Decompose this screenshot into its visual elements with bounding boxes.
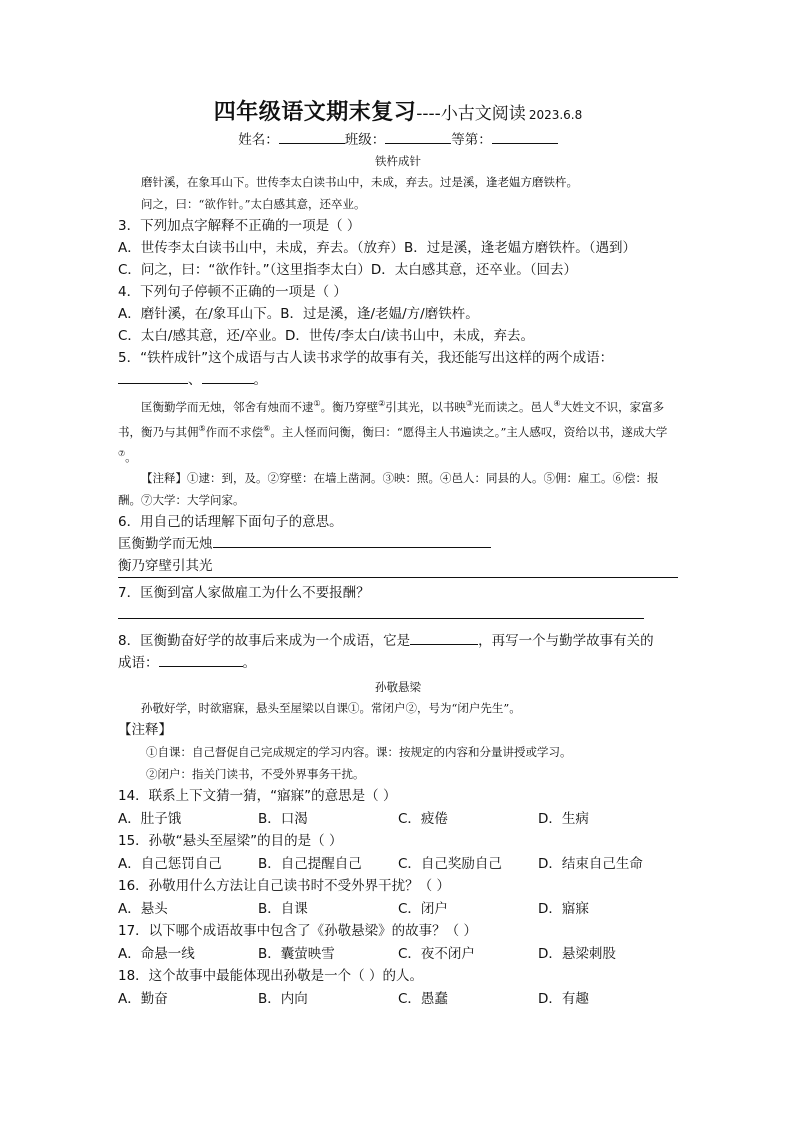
class-label: 班级： xyxy=(344,132,386,148)
q6-s1-answer[interactable] xyxy=(213,533,491,548)
q18-option-d[interactable]: D．有趣 xyxy=(538,990,589,1007)
q18-options xyxy=(118,988,678,1011)
q8-stem-b: ，再写一个与勤学故事有关的 xyxy=(478,633,654,650)
p2-seg7: 。主人怪而问衡，衡曰：“愿得主人书遍读之。”主人感叹，资给以书，遂成大学 xyxy=(270,424,668,439)
q14-option-b[interactable]: B．口渴 xyxy=(258,810,308,827)
worksheet xyxy=(118,96,678,1010)
q14-stem: 14．联系上下文猜一猜，“寤寐”的意思是（ ） xyxy=(118,788,397,805)
q3-options-cd: C．问之，曰：“欲作针。”（这里指李太白）D．太白感其意，还卒业。（回去） xyxy=(118,262,578,278)
q7-answer[interactable] xyxy=(118,604,644,619)
passage3-note-1: ①自课：自己督促自己完成规定的学习内容。课：按规定的内容和分量讲授或学习。 xyxy=(146,745,572,760)
p2-note-ref-3: ③ xyxy=(465,399,474,408)
title-date: 2023.6.8 xyxy=(528,108,583,122)
q5-stem: 5．“铁杵成针”这个成语与古人读书求学的故事有关，我还能写出这样的两个成语： xyxy=(118,350,614,366)
name-label: 姓名： xyxy=(238,132,279,148)
q4-options-cd: C．太白/感其意，还/卒业。D．世传/李太白/读书山中，未成，弃去。 xyxy=(118,328,535,344)
q17-option-d[interactable]: D．悬梁刺股 xyxy=(538,945,616,962)
student-info-row xyxy=(118,130,678,148)
q16-stem: 16．孙敬用什么方法让自己读书时不受外界干扰？（ ） xyxy=(118,878,450,895)
title-sub: 小古文阅读 xyxy=(440,104,526,124)
q17-option-a[interactable]: A．命悬一线 xyxy=(118,945,195,962)
passage2-text xyxy=(118,393,678,467)
passage1-text-2 xyxy=(118,193,678,215)
grade-blank[interactable] xyxy=(492,130,558,144)
q17-option-b[interactable]: B．囊萤映雪 xyxy=(258,945,335,962)
p2-note-ref-6: ⑥ xyxy=(263,423,271,433)
q8-blank-2[interactable] xyxy=(159,652,243,667)
q5-blank-2[interactable] xyxy=(202,369,254,384)
p2-seg8: 。 xyxy=(125,449,137,464)
q4-stem: 4．下列句子停顿不正确的一项是（ ） xyxy=(118,284,347,300)
q8-stem-c: 成语： xyxy=(118,655,159,672)
q15-option-c[interactable]: C．自己奖励自己 xyxy=(398,855,502,872)
q3-options-ab: A．世传李太白读书山中，未成，弃去。（放弃）B．过是溪，逢老媪方磨铁杵。（遇到） xyxy=(118,240,636,256)
q5-separator: 、 xyxy=(188,372,202,388)
p2-note-ref-2: ② xyxy=(378,399,386,408)
q6-s1-text: 匡衡勤学而无烛 xyxy=(118,536,213,553)
passage2-notes: 【注释】①逮：到，及。②穿壁：在墙上凿洞。③映：照。④邑人：同县的人。⑤佣：雇工。⑥偿：报酬。⑦大学：大学问家。 xyxy=(118,471,659,508)
q8-stem-a: 8．匡衡勤奋好学的故事后来成为一个成语，它是 xyxy=(118,633,411,650)
passage1-title: 铁杵成针 xyxy=(375,154,421,168)
passage3-title: 孙敬悬梁 xyxy=(375,680,421,695)
q15-options xyxy=(118,853,678,876)
p2-note-ref-7: ⑦ xyxy=(118,448,126,458)
title-main: 四年级语文期末复习 xyxy=(213,100,417,125)
q14-options xyxy=(118,808,678,831)
p2-note-ref-4: ④ xyxy=(553,399,561,408)
q7-answer-line xyxy=(118,604,678,626)
q15-option-d[interactable]: D．结束自己生命 xyxy=(538,855,643,872)
q17-options xyxy=(118,943,678,966)
q16-option-c[interactable]: C．闭户 xyxy=(398,900,448,917)
q14-option-d[interactable]: D．生病 xyxy=(538,810,589,827)
q16-option-b[interactable]: B．自课 xyxy=(258,900,308,917)
p2-seg3: 引其光，以书映 xyxy=(385,399,466,414)
p2-seg4: 光而读之。邑人 xyxy=(473,399,554,414)
p2-seg2: 。衡乃穿壁 xyxy=(320,399,379,414)
q18-option-a[interactable]: A．勤奋 xyxy=(118,990,168,1007)
passage1-line2: 问之，曰：“欲作针。”太白感其意，还卒业。 xyxy=(141,197,366,211)
q8-line-2 xyxy=(118,652,678,674)
q14-option-c[interactable]: C．疲倦 xyxy=(398,810,448,827)
q17-option-c[interactable]: C．夜不闭户 xyxy=(398,945,475,962)
passage3-text: 孙敬好学，时欲寤寐，悬头至屋梁以自课①。常闭户②，号为“闭户先生”。 xyxy=(141,701,521,716)
q7-stem: 7．匡衡到富人家做雇工为什么不要报酬？ xyxy=(118,585,370,602)
q14-option-a[interactable]: A．肚子饿 xyxy=(118,810,182,827)
q17-stem: 17．以下哪个成语故事中包含了《孙敬悬梁》的故事？（ ） xyxy=(118,923,477,940)
q5-answer-line xyxy=(118,369,678,391)
q3-stem: 3．下列加点字解释不正确的一项是（ ） xyxy=(118,218,361,234)
q16-option-a[interactable]: A．悬头 xyxy=(118,900,168,917)
q15-option-a[interactable]: A．自己惩罚自己 xyxy=(118,855,222,872)
grade-label: 等第： xyxy=(451,132,492,148)
q5-end: 。 xyxy=(253,372,267,388)
q16-option-d[interactable]: D．寤寐 xyxy=(538,900,589,917)
q15-stem: 15．孙敬“悬头至屋梁”的目的是（ ） xyxy=(118,833,343,850)
q16-options xyxy=(118,898,678,921)
q8-blank-1[interactable] xyxy=(410,630,478,645)
q6-sentence-2 xyxy=(118,555,678,578)
q6-sentence-1 xyxy=(118,533,678,555)
q4-options-ab: A．磨针溪，在/象耳山下。B．过是溪，逢/老媪/方/磨铁杵。 xyxy=(118,306,479,322)
q15-option-b[interactable]: B．自己提醒自己 xyxy=(258,855,362,872)
passage1-line1: 磨针溪，在象耳山下。世传李太白读书山中，未成，弃去。过是溪，逢老媪方磨铁杵。 xyxy=(141,175,578,189)
p2-seg5: 大姓文不识，家富多书，衡乃与其佣 xyxy=(118,399,665,439)
p2-seg6: 作而不求偿 xyxy=(205,424,264,439)
passage3-note-2: ②闭户：指关门读书，不受外界事务干扰。 xyxy=(146,767,365,782)
page-title xyxy=(118,96,678,130)
q6-s2-text: 衡乃穿壁引其光 xyxy=(118,558,213,575)
q5-blank-1[interactable] xyxy=(118,369,188,384)
class-blank[interactable] xyxy=(385,130,451,144)
q6-stem: 6．用自己的话理解下面句子的意思。 xyxy=(118,514,343,531)
q8-line-1 xyxy=(118,630,678,652)
p2-note-ref-5: ⑤ xyxy=(198,423,206,433)
p2-note-ref-1: ① xyxy=(313,399,321,408)
q18-option-b[interactable]: B．内向 xyxy=(258,990,308,1007)
passage1-text xyxy=(118,171,678,193)
passage3-note-label: 【注释】 xyxy=(118,722,172,739)
q18-stem: 18．这个故事中最能体现出孙敬是一个（ ）的人。 xyxy=(118,968,423,985)
title-dash: ---- xyxy=(416,104,441,124)
q8-end: 。 xyxy=(242,655,256,672)
q18-option-c[interactable]: C．愚蠢 xyxy=(398,990,448,1007)
name-blank[interactable] xyxy=(279,130,345,144)
p2-seg1: 匡衡勤学而无烛，邻舍有烛而不逮 xyxy=(141,399,314,414)
